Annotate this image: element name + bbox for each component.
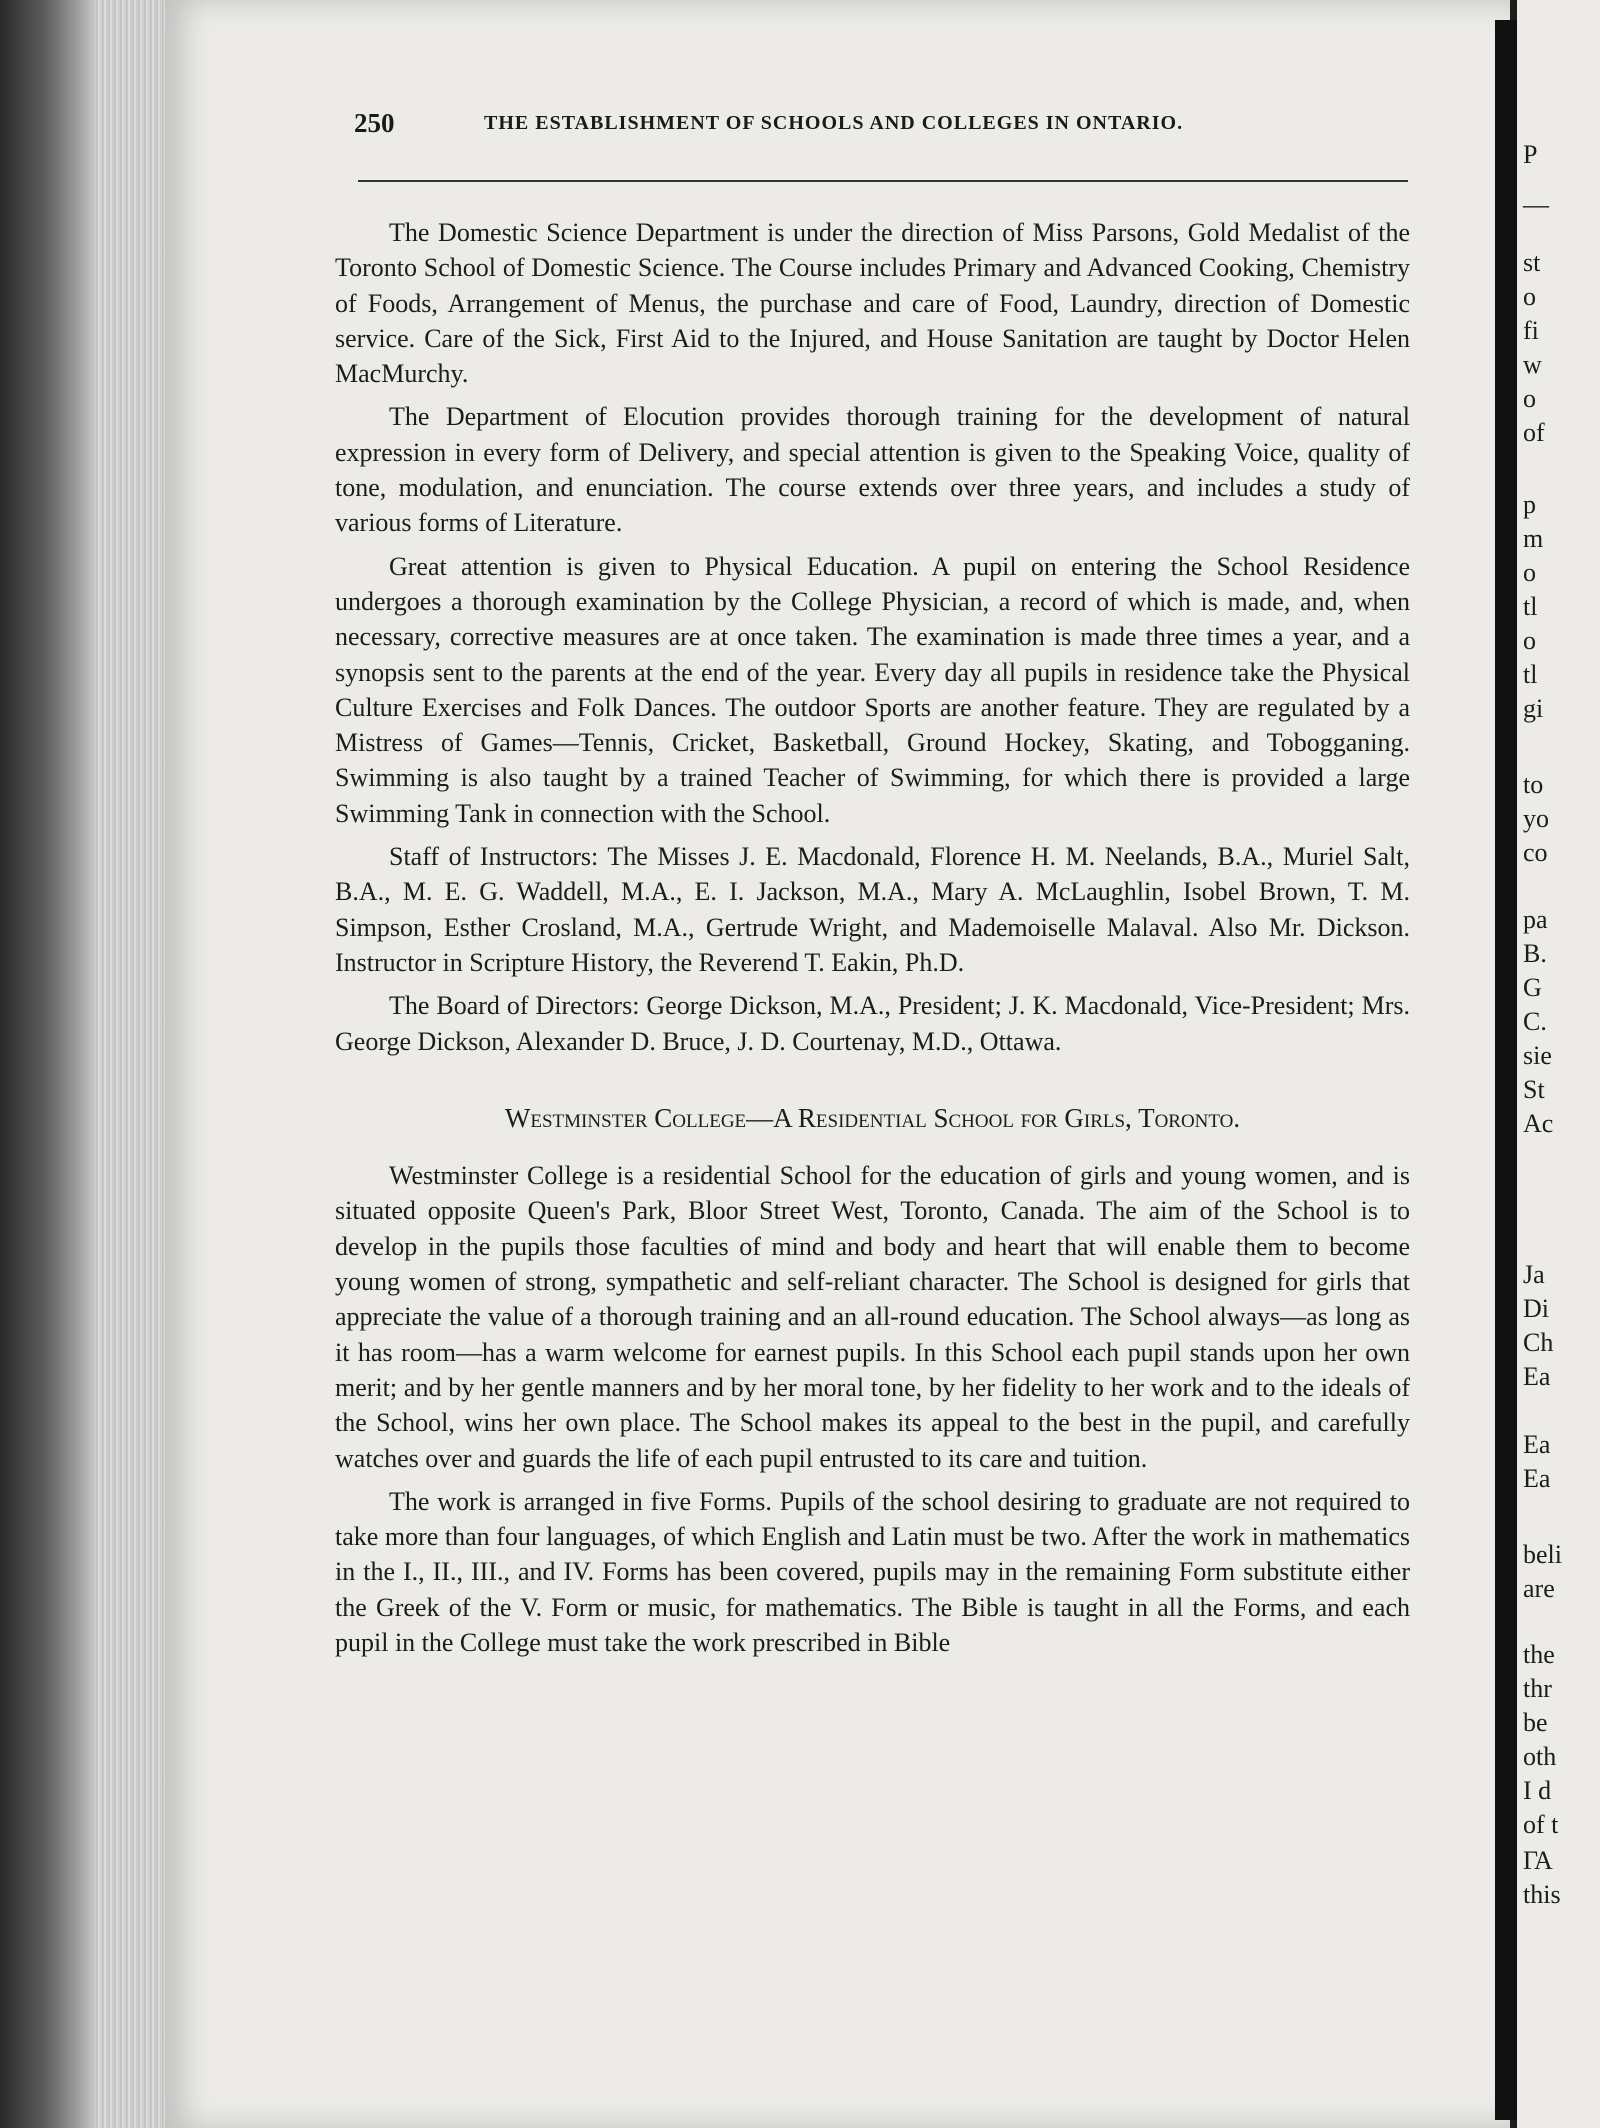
next-page-fragment: Ac xyxy=(1523,1109,1554,1138)
next-page-fragment: fi xyxy=(1523,316,1539,345)
next-page-fragment: w xyxy=(1523,350,1542,379)
page-number: 250 xyxy=(354,108,395,138)
paragraph-forms: The work is arranged in five Forms. Pupils of the school desiring to graduate are not required to take more than four languages, of which English and Latin must be two. After the work in mathematics in the I., II., III., and IV. Forms has been covered, pupils may in the remaining Form substitute either the Greek of the V. Form or music, for mathematics. The Bible is taught in all the Forms, and each pupil in the College must take the work prescribed in Bible xyxy=(335,1486,1410,1657)
next-page-fragment: G xyxy=(1523,973,1542,1002)
next-page-fragment: tl xyxy=(1523,660,1538,689)
next-page-fragment: Ea xyxy=(1523,1430,1551,1459)
next-page-fragment: beli xyxy=(1523,1540,1562,1569)
page-header xyxy=(354,104,1414,144)
next-page-fragment: pa xyxy=(1523,905,1548,934)
header-rule xyxy=(358,180,1408,182)
next-page-fragment: P xyxy=(1523,140,1538,169)
next-page-fragment: o xyxy=(1523,384,1536,413)
next-page-fragment: St xyxy=(1523,1075,1545,1104)
page-gutter xyxy=(1495,20,1517,2120)
paragraph-staff: Staff of Instructors: The Misses J. E. Macdonald, Florence H. M. Neelands, B.A., Muriel Salt, B.A., M. E. G. Waddell, M.A., E. I. Jackson, M.A., Mary A. McLaughlin, Isobel Brown, T. M. Simpson, Esther Crosland, M.A., Gertrude Wright, and Mademoiselle Malaval. Also Mr. Dickson. Instructor in Scripture History, the Reverend T. Eakin, Ph.D. xyxy=(335,842,1410,977)
next-page-fragment: st xyxy=(1523,248,1541,277)
next-page-fragment: Ea xyxy=(1523,1464,1551,1493)
next-page-fragment: C. xyxy=(1523,1007,1547,1036)
next-page-fragment: m xyxy=(1523,524,1544,553)
paragraph-elocution: The Department of Elocution provides thorough training for the development of natural expression in every form of Delivery, and special attention is given to the Speaking Voice, quality of tone, modulation, and enunciation. The course extends over three years, and includes a study of various forms of Literature. xyxy=(335,402,1410,538)
next-page-fragment: be xyxy=(1523,1708,1548,1737)
next-page-fragment: yo xyxy=(1523,804,1549,833)
running-head: THE ESTABLISHMENT OF SCHOOLS AND COLLEGES IN ONTARIO. xyxy=(484,112,1184,134)
next-page-fragment: co xyxy=(1523,838,1548,867)
body-text xyxy=(335,215,1410,1668)
next-page-fragment: of t xyxy=(1523,1810,1559,1839)
next-page-fragment: Ja xyxy=(1523,1260,1545,1289)
next-page-fragment: the xyxy=(1523,1640,1555,1669)
next-page-fragment: tl xyxy=(1523,592,1538,621)
next-page-fragment: o xyxy=(1523,626,1536,655)
next-page-fragment: Ea xyxy=(1523,1362,1551,1391)
page-edges xyxy=(95,0,165,2128)
next-page-fragment: this xyxy=(1523,1880,1561,1909)
next-page-fragment: o xyxy=(1523,282,1536,311)
paragraph-physical-education: Great attention is given to Physical Education. A pupil on entering the School Residence undergoes a thorough examination by the College Physician, a record of which is made, and, when necessary, corrective measures are at once taken. The examination is made three times a year, and a synopsis sent to the parents at the end of the year. Every day all pupils in residence take the Physical Culture Exercises and Folk Dances. The outdoor Sports are another feature. They are regulated by a Mistress of Games—Tennis, Cricket, Basketball, Ground Hockey, Skating, and Tobogganing. Swimming is also taught by a trained Teacher of Swimming, for which there is provided a large Swimming Tank in connection with the School. xyxy=(335,551,1410,828)
next-page-fragment: o xyxy=(1523,558,1536,587)
next-page-fragment: are xyxy=(1523,1574,1555,1603)
next-page-fragment: B. xyxy=(1523,939,1547,968)
next-page-fragment: Di xyxy=(1523,1294,1549,1323)
next-page-fragment: p xyxy=(1523,490,1536,519)
paragraph-domestic-science: The Domestic Science Department is under the direction of Miss Parsons, Gold Medalist of the Toronto School of Domestic Science. The Course includes Primary and Advanced Cooking, Chemistry of Foods, Arrangement of Menus, the purchase and care of Food, Laundry, direction of Domestic service. Care of the Sick, First Aid to the Injured, and House Sanitation are taught by Doctor Helen MacMurchy. xyxy=(335,218,1410,389)
next-page-fragment: gi xyxy=(1523,694,1544,723)
next-page-fragment: Ch xyxy=(1523,1328,1554,1357)
next-page-fragment: ΓΑ xyxy=(1523,1846,1553,1875)
paragraph-westminster: Westminster College is a residential School for the education of girls and young women, and is situated opposite Queen's Park, Bloor Street West, Toronto, Canada. The aim of the School is to develop in the pupils those faculties of mind and body and heart that will enable them to become young women of strong, sympathetic and self-reliant character. The School is designed for girls that appreciate the value of a thorough training and an all-round education. The School always—as long as it has room—has a warm welcome for earnest pupils. In this School each pupil stands upon her own merit; and by her gentle manners and by her moral tone, by her fidelity to her work and to the ideals of the School, wins her own place. The School makes its appeal to the best in the pupil, and carefully watches over and guards the life of each pupil entrusted to its care and tuition. xyxy=(335,1161,1410,1473)
next-page-fragment: oth xyxy=(1523,1742,1557,1771)
next-page-edge xyxy=(1517,0,1600,2128)
next-page-fragment: thr xyxy=(1523,1674,1552,1703)
next-page-fragment: sie xyxy=(1523,1041,1552,1070)
next-page-fragment: to xyxy=(1523,770,1544,799)
next-page-fragment: I d xyxy=(1523,1776,1552,1805)
paragraph-board: The Board of Directors: George Dickson, M.A., President; J. K. Macdonald, Vice-President; Mrs. George Dickson, Alexander D. Bruce, J. D. Courtenay, M.D., Ottawa. xyxy=(335,991,1410,1056)
next-page-fragment: — xyxy=(1523,190,1549,219)
next-page-fragment: of xyxy=(1523,418,1545,447)
book-spine xyxy=(0,0,95,2128)
section-heading: Westminster College—A Residential School for Girls, Toronto. xyxy=(504,1102,1241,1133)
